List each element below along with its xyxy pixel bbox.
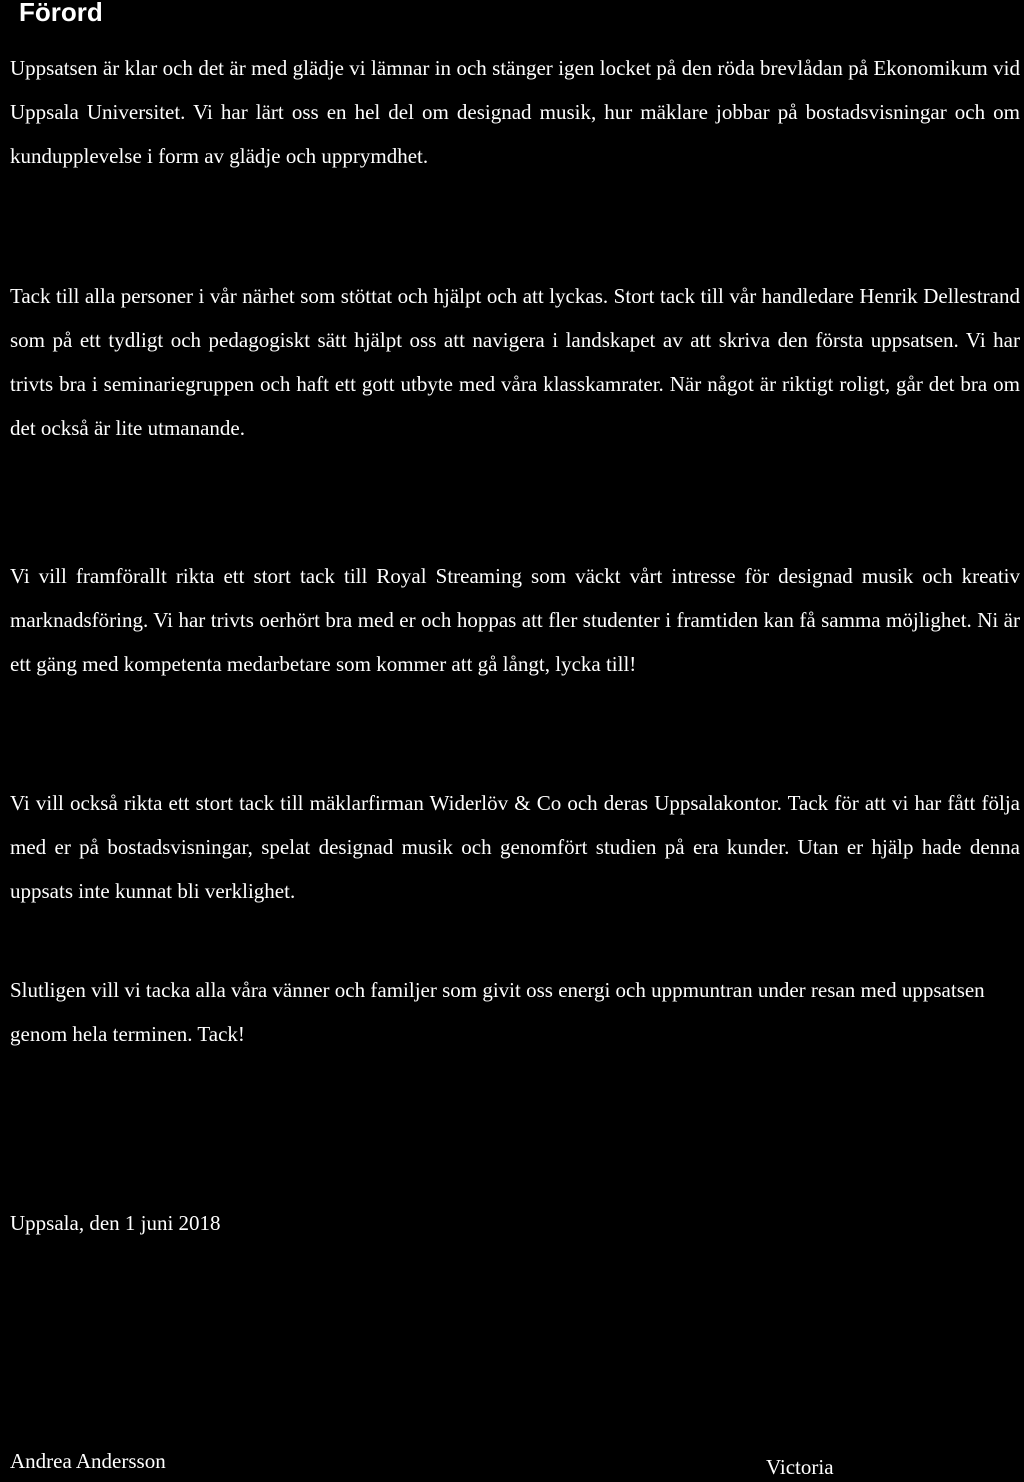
paragraph-thanks-royal-streaming: Vi vill framförallt rikta ett stort tack till Royal Streaming som väckt vårt intresse för designad musik och kreativ marknadsföring. Vi har trivts oerhört bra med er och hoppas att fler studenter i framtiden kan få samma möjlighet. Ni är ett gäng med kompetenta medarbetare som kommer att gå långt, lycka till! — [10, 564, 1020, 676]
document-page — [10, 0, 1020, 1478]
paragraph-thanks-supervisor: Tack till alla personer i vår närhet som stöttat och hjälpt och att lyckas. Stort tack till vår handledare Henrik Dellestrand som på ett tydligt och pedagogiskt sätt hjälpt oss att navigera i landskapet av att skriva den första uppsatsen. Vi har trivts bra i seminariegruppen och haft ett gott utbyte med våra klasskamrater. När något är riktigt roligt, går det bra om det också är lite utmanande. — [10, 284, 1020, 440]
signature-name-left: Andrea Andersson — [10, 1449, 166, 1473]
paragraph-thanks-family: Slutligen vill vi tacka alla våra vänner och familjer som givit oss energi och uppmuntran under resan med uppsatsen genom hela terminen. Tack! — [10, 978, 985, 1046]
paragraph-thanks-widerlov: Vi vill också rikta ett stort tack till mäklarfirman Widerlöv & Co och deras Uppsalakontor. Tack för att vi har fått följa med er på bostadsvisningar, spelat designad musik och genomfört studien på era kunder. Utan er hjälp hade denna uppsats inte kunnat bli verklighet. — [10, 791, 1020, 903]
page-title: Förord — [19, 0, 103, 27]
paragraph-intro: Uppsatsen är klar och det är med glädje vi lämnar in och stänger igen locket på den röda brevlådan på Ekonomikum vid Uppsala Universitet. Vi har lärt oss en hel del om designad musik, hur mäklare jobbar på bostadsvisningar och om kundupplevelse i form av glädje och upprymdhet. — [10, 56, 1020, 168]
signature-name-right: Victoria — [766, 1455, 834, 1479]
place-date: Uppsala, den 1 juni 2018 — [10, 1211, 221, 1235]
